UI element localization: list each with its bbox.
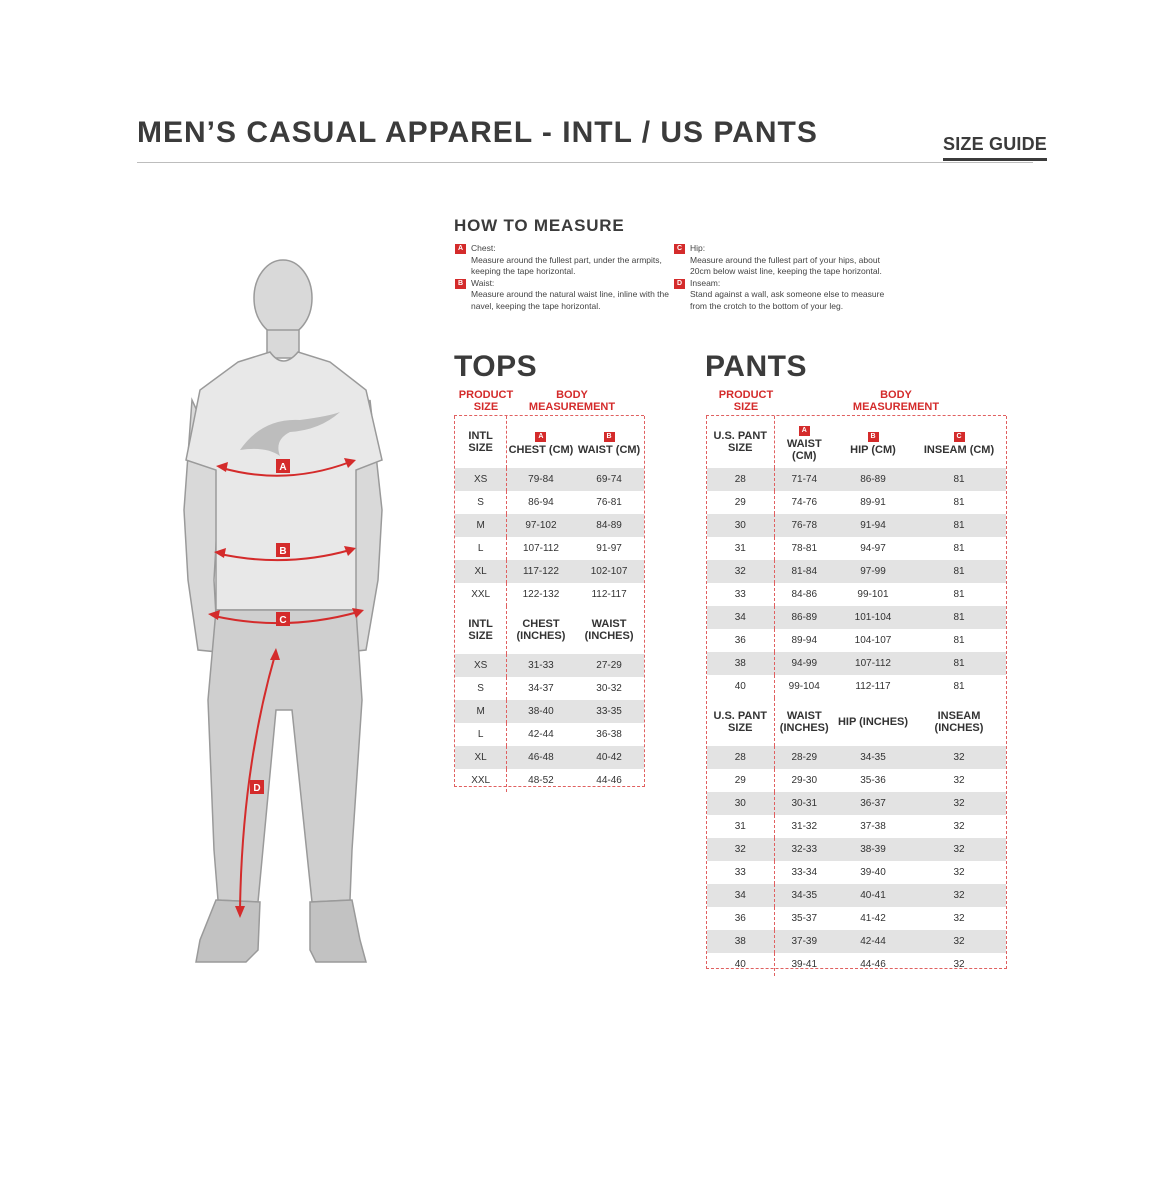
measure-instructions-right	[673, 243, 888, 312]
pants-header-label: WAIST (CM)	[786, 437, 822, 462]
page-title: MEN’S CASUAL APPAREL - INTL / US PANTS	[137, 116, 818, 149]
tops-header-label: CHEST (CM)	[508, 443, 574, 456]
pants-product-size-heading: PRODUCT SIZE	[718, 389, 774, 413]
measure-marker-b	[276, 543, 290, 557]
pants-table-cell: 34-35	[834, 746, 912, 769]
measure-item-inseam	[673, 278, 888, 313]
pants-table-cell: 29	[707, 769, 774, 792]
tops-table-cell: 122-132	[522, 589, 560, 600]
pants-table-cell: 84-86	[791, 589, 818, 600]
pants-table-cell: 28-29	[774, 746, 834, 769]
pants-table-cell: 39-40	[860, 867, 886, 878]
tops-header-label: WAIST (CM)	[577, 443, 641, 456]
tops-table-cell: 76-81	[596, 497, 622, 508]
measure-label: Waist:	[471, 277, 495, 288]
pants-table-cell: 33	[707, 583, 774, 606]
measure-text: Measure around the fullest part of your hips, about 20cm below waist line, keeping the tape horizontal.	[690, 254, 882, 276]
pants-table-cell: 94-99	[774, 652, 834, 675]
tops-table-cell: 69-74	[575, 468, 644, 491]
pants-table-cell: 39-41	[791, 959, 818, 970]
pants-table-cell: 81	[912, 652, 1006, 675]
pants-table-cell: 30	[707, 514, 774, 537]
tops-table-cell: XXL	[455, 769, 507, 792]
svg-text:B: B	[279, 546, 287, 557]
tops-body-measurement-heading: BODY MEASUREMENT	[528, 389, 616, 413]
pants-table-cell: 37-38	[860, 821, 886, 832]
measure-label: Inseam:	[690, 277, 721, 288]
pants-table-cell: 38	[707, 930, 774, 953]
tops-table-cell: 84-89	[575, 514, 644, 537]
pants-table-cell: 44-46	[860, 959, 886, 970]
pants-table-cell: 32	[953, 775, 965, 786]
pants-table-cell: 40	[707, 953, 774, 976]
pants-table-cell: 81	[912, 560, 1006, 583]
tops-table-cell: 30-32	[596, 683, 622, 694]
tops-table-cell: 102-107	[575, 560, 644, 583]
measure-text: Measure around the fullest part, under the armpits, keeping the tape horizontal.	[471, 254, 662, 276]
pants-table-cell: 32	[953, 913, 965, 924]
pants-table-cell: 81	[953, 635, 965, 646]
pants-table-cell: 99-104	[788, 681, 820, 692]
pants-table-cell: 35-37	[791, 913, 818, 924]
size-guide-label: SIZE GUIDE	[943, 134, 1047, 161]
pants-table-cell: 101-104	[834, 606, 912, 629]
pants-table-cell: 81	[953, 589, 965, 600]
tops-table-cell: XL	[455, 746, 507, 769]
tops-table-cell: 112-117	[591, 589, 627, 600]
measure-label: Chest:	[471, 243, 496, 253]
pants-table-cell: 34-35	[774, 884, 834, 907]
pants-table-cell: 81	[912, 606, 1006, 629]
tops-table-cell: XL	[455, 560, 507, 583]
pants-table-cell: 34	[707, 884, 774, 907]
figure-tshirt	[186, 352, 382, 610]
tops-table-cell: M	[455, 700, 507, 723]
tops-table-cell: XS	[455, 468, 507, 491]
tops-title: TOPS	[454, 350, 538, 383]
pants-table-cell: 29-30	[791, 775, 818, 786]
marker-a-icon: A	[799, 426, 810, 436]
pants-table-cell: 97-99	[834, 560, 912, 583]
pants-table-cell: 31	[707, 537, 774, 560]
pants-table-cell: 36	[707, 629, 774, 652]
pants-table-cell: 32	[953, 959, 965, 970]
pants-table-cell: 36	[707, 907, 774, 930]
tops-product-size-heading: PRODUCT SIZE	[458, 389, 514, 413]
tops-header-label: INTL SIZE	[468, 430, 493, 454]
marker-c-icon: C	[954, 432, 965, 442]
svg-text:A: A	[279, 462, 287, 473]
tops-header-label: CHEST (INCHES)	[516, 618, 566, 642]
tops-header-label: WAIST (INCHES)	[584, 618, 634, 642]
pants-table-cell: 40	[707, 675, 774, 698]
figure-left-shoe	[196, 900, 260, 962]
pants-header-label: U.S. PANT SIZE	[713, 710, 768, 734]
pants-table-cell: 32	[707, 838, 774, 861]
pants-table-frame	[706, 416, 1007, 969]
tops-table-cell: 97-102	[507, 514, 575, 537]
measure-item-waist	[454, 278, 669, 313]
pants-table-cell: 32-33	[774, 838, 834, 861]
tops-table-frame	[454, 416, 645, 787]
pants-table-cell: 81	[953, 681, 965, 692]
pants-table-cell: 37-39	[774, 930, 834, 953]
pants-table-cell: 99-101	[857, 589, 889, 600]
pants-table-cell: 112-117	[855, 681, 891, 692]
pants-table-cell: 34	[707, 606, 774, 629]
marker-b-icon: B	[604, 432, 615, 442]
pants-table-cell: 36-37	[834, 792, 912, 815]
figure-head	[254, 260, 312, 336]
pants-body-measurement-heading: BODY MEASUREMENT	[852, 389, 940, 413]
pants-table-cell: 38	[707, 652, 774, 675]
pants-table-cell: 42-44	[834, 930, 912, 953]
tops-table-cell: 46-48	[507, 746, 575, 769]
pants-table-cell: 91-94	[834, 514, 912, 537]
measure-marker-a	[276, 459, 290, 473]
tops-table-cell: 107-112	[522, 543, 559, 554]
pants-title: PANTS	[705, 350, 807, 383]
tops-table-cell: L	[455, 537, 507, 560]
tops-table-cell: M	[455, 514, 507, 537]
tops-table-cell: S	[455, 491, 507, 514]
tops-table-cell: 86-94	[528, 497, 554, 508]
pants-table-cell: 86-89	[774, 606, 834, 629]
tops-table-cell: 79-84	[507, 468, 575, 491]
pants-table-cell: 31-32	[791, 821, 818, 832]
pants-table-cell: 107-112	[834, 652, 912, 675]
marker-a-icon: A	[535, 432, 546, 442]
tops-table-cell: 36-38	[596, 729, 622, 740]
pants-table-cell: 78-81	[791, 543, 818, 554]
pants-table-cell: 32	[912, 792, 1006, 815]
pants-table-cell: 71-74	[774, 468, 834, 491]
pants-header-label: HIP (CM)	[850, 443, 896, 456]
marker-a-icon: A	[455, 244, 466, 254]
body-figure-illustration	[170, 250, 400, 990]
tops-table-cell: 31-33	[507, 654, 575, 677]
pants-table-cell: 89-94	[791, 635, 818, 646]
svg-text:D: D	[253, 783, 261, 794]
measure-text: Measure around the natural waist line, inline with the navel, keeping the tape horizontal.	[471, 289, 669, 311]
pants-header-label: HIP (INCHES)	[837, 716, 909, 728]
pants-header-label: INSEAM (INCHES)	[934, 710, 984, 734]
figure-pants	[208, 610, 362, 902]
pants-table-cell: 81	[953, 543, 965, 554]
tops-table-cell: 91-97	[596, 543, 622, 554]
pants-table-cell: 74-76	[791, 497, 818, 508]
tops-table-cell: 48-52	[528, 775, 554, 786]
pants-table-cell: 35-36	[860, 775, 886, 786]
tops-header-label: INTL SIZE	[468, 618, 493, 642]
pants-table-cell: 94-97	[860, 543, 886, 554]
pants-table-cell: 28	[707, 746, 774, 769]
pants-table-cell: 31	[707, 815, 774, 838]
pants-table-cell: 32	[953, 821, 965, 832]
pants-table-cell: 40-41	[834, 884, 912, 907]
measure-label: Hip:	[690, 243, 706, 253]
tops-table-cell: 44-46	[596, 775, 622, 786]
pants-table-cell: 32	[912, 838, 1006, 861]
tops-table-cell: 34-37	[528, 683, 554, 694]
pants-header-label: WAIST (INCHES)	[779, 710, 829, 734]
measure-text: Stand against a wall, ask someone else to measure from the crotch to the bottom of your leg.	[690, 289, 885, 311]
pants-table-cell: 89-91	[860, 497, 886, 508]
pants-table-cell: 28	[707, 468, 774, 491]
measure-instructions-left	[454, 243, 669, 312]
marker-b-icon: B	[868, 432, 879, 442]
title-divider	[137, 162, 1033, 163]
pants-table-cell: 104-107	[854, 635, 892, 646]
pants-table-cell: 32	[912, 884, 1006, 907]
pants-table-cell: 32	[707, 560, 774, 583]
tops-table-cell: L	[455, 723, 507, 746]
marker-c-icon: C	[674, 244, 685, 254]
pants-table-cell: 30	[707, 792, 774, 815]
pants-table-cell: 32	[912, 930, 1006, 953]
tops-table-cell: 40-42	[575, 746, 644, 769]
pants-table-cell: 81	[912, 514, 1006, 537]
tops-table-cell: 38-40	[507, 700, 575, 723]
tops-table-cell: 117-122	[507, 560, 575, 583]
tops-table-cell: 42-44	[528, 729, 554, 740]
marker-b-icon: B	[455, 279, 466, 289]
tops-table-cell: XXL	[455, 583, 507, 606]
measure-item-chest	[454, 243, 669, 278]
pants-table-cell: 30-31	[774, 792, 834, 815]
measure-item-hip	[673, 243, 888, 278]
figure-right-shoe	[310, 900, 366, 962]
measure-marker-d	[250, 780, 264, 794]
measure-marker-c	[276, 612, 290, 626]
marker-d-icon: D	[674, 279, 685, 289]
pants-table-cell: 32	[953, 867, 965, 878]
tops-table-cell: XS	[455, 654, 507, 677]
pants-table-cell: 33-34	[791, 867, 818, 878]
svg-text:C: C	[279, 615, 287, 626]
pants-header-label: INSEAM (CM)	[923, 443, 995, 456]
pants-table-cell: 32	[912, 746, 1006, 769]
pants-table-cell: 41-42	[860, 913, 886, 924]
tops-table-cell: S	[455, 677, 507, 700]
tops-table-cell: 33-35	[575, 700, 644, 723]
pants-header-label: U.S. PANT SIZE	[713, 430, 768, 454]
tops-table-cell: 27-29	[575, 654, 644, 677]
pants-table-cell: 86-89	[834, 468, 912, 491]
pants-table-cell: 38-39	[834, 838, 912, 861]
pants-table-cell: 76-78	[774, 514, 834, 537]
how-to-measure-title: HOW TO MEASURE	[454, 216, 625, 235]
pants-table-cell: 33	[707, 861, 774, 884]
pants-table-cell: 81	[912, 468, 1006, 491]
pants-table-cell: 81-84	[774, 560, 834, 583]
pants-table-cell: 29	[707, 491, 774, 514]
pants-table-cell: 81	[953, 497, 965, 508]
